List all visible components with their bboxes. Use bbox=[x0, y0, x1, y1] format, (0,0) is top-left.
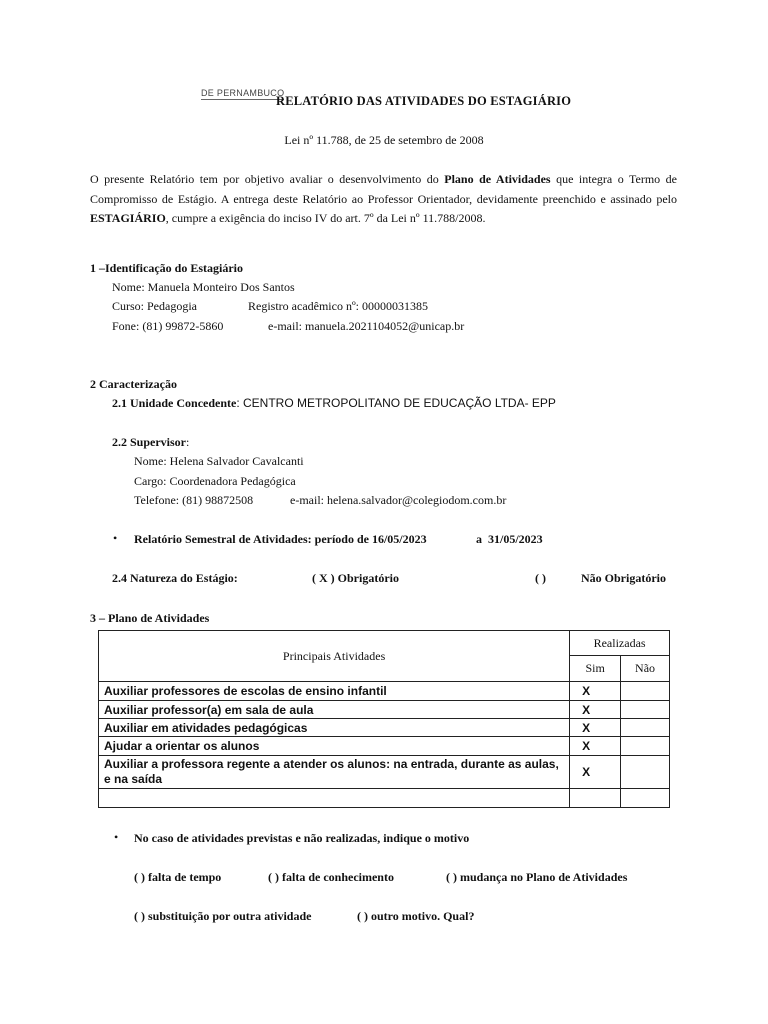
document-title: RELATÓRIO DAS ATIVIDADES DO ESTAGIÁRIO bbox=[276, 94, 572, 108]
yes-cell[interactable]: X bbox=[570, 719, 621, 737]
report-period-end: 31/05/2023 bbox=[488, 532, 543, 546]
supervisor-label: 2.2 Supervisor bbox=[112, 435, 187, 449]
concedent-unit-value: : CENTRO METROPOLITANO DE EDUCAÇÃO LTDA- EPP bbox=[236, 396, 556, 410]
report-period-to: a bbox=[476, 532, 482, 546]
activity-cell: Auxiliar a professora regente a atender os alunos: na entrada, durante as aulas, e na saída bbox=[99, 756, 570, 789]
activity-cell bbox=[99, 789, 570, 808]
concedent-unit-label: 2.1 Unidade Concedente bbox=[112, 396, 237, 410]
supervisor-heading bbox=[112, 435, 189, 450]
yes-cell[interactable]: X bbox=[570, 737, 621, 756]
supervisor-phone: Telefone: (81) 98872508 bbox=[134, 493, 254, 507]
intern-name: Nome: Manuela Monteiro Dos Santos bbox=[112, 280, 295, 294]
no-cell[interactable] bbox=[621, 756, 670, 789]
report-period: Relatório Semestral de Atividades: período de 16/05/2023 bbox=[134, 532, 427, 546]
intro-text-1: O presente Relatório tem por objetivo avaliar o desenvolvimento do bbox=[90, 172, 445, 186]
bullet-icon: • bbox=[114, 830, 119, 844]
bullet-icon: • bbox=[113, 531, 118, 545]
law-reference: Lei nº 11.788, de 25 de setembro de 2008 bbox=[284, 133, 484, 147]
no-cell[interactable] bbox=[621, 719, 670, 737]
reason-lack-of-knowledge[interactable]: ( ) falta de conhecimento bbox=[268, 870, 394, 884]
reasons-question: No caso de atividades previstas e não realizadas, indique o motivo bbox=[134, 831, 470, 845]
reason-substitution[interactable]: ( ) substituição por outra atividade bbox=[134, 909, 312, 923]
intro-text-3: , cumpre a exigência do inciso IV do art. 7º da Lei nº 11.788/2008. bbox=[165, 211, 486, 225]
reason-other[interactable]: ( ) outro motivo. Qual? bbox=[357, 909, 475, 923]
activity-cell: Auxiliar professor(a) em sala de aula bbox=[99, 701, 570, 719]
table-row bbox=[99, 719, 670, 737]
supervisor-email: e-mail: helena.salvador@colegiodom.com.br bbox=[290, 493, 507, 507]
no-cell[interactable] bbox=[621, 682, 670, 701]
intro-bold-plan: Plano de Atividades bbox=[444, 172, 551, 186]
table-row bbox=[99, 789, 670, 808]
concedent-unit bbox=[112, 396, 556, 411]
reason-plan-change[interactable]: ( ) mudança no Plano de Atividades bbox=[446, 870, 628, 884]
nature-mandatory-option[interactable]: ( X ) Obrigatório bbox=[312, 571, 399, 585]
no-cell[interactable] bbox=[621, 737, 670, 756]
intern-registry: Registro acadêmico nº: 00000031385 bbox=[248, 299, 429, 313]
header-no: Não bbox=[621, 656, 670, 682]
no-cell[interactable] bbox=[621, 701, 670, 719]
table-row bbox=[99, 756, 670, 789]
activity-cell: Auxiliar professores de escolas de ensino infantil bbox=[99, 682, 570, 701]
section3-heading: 3 – Plano de Atividades bbox=[90, 611, 210, 625]
header-done: Realizadas bbox=[570, 631, 670, 656]
intro-bold-intern: ESTAGIÁRIO bbox=[90, 211, 166, 225]
institution-logo: DE PERNAMBUCO bbox=[201, 88, 285, 98]
intro-paragraph bbox=[90, 170, 677, 229]
section2-heading: 2 Caracterização bbox=[90, 377, 177, 391]
internship-nature-label: 2.4 Natureza do Estágio: bbox=[112, 571, 238, 585]
yes-cell[interactable] bbox=[570, 789, 621, 808]
no-cell[interactable] bbox=[621, 789, 670, 808]
yes-cell[interactable]: X bbox=[570, 701, 621, 719]
activity-cell: Auxiliar em atividades pedagógicas bbox=[99, 719, 570, 737]
yes-cell[interactable]: X bbox=[570, 756, 621, 789]
intro-text-2: que integra o Termo de Compromisso de Estágio. A entrega deste Relatório ao Professor Orientador, devidamente preenchido e assinado pelo bbox=[90, 172, 678, 206]
section1-heading: 1 –Identificação do Estagiário bbox=[90, 261, 243, 275]
table-row bbox=[99, 682, 670, 701]
nature-optional-label: Não Obrigatório bbox=[581, 571, 666, 585]
header-activities: Principais Atividades bbox=[99, 631, 570, 682]
intern-course: Curso: Pedagogia bbox=[112, 299, 197, 313]
table-row bbox=[99, 701, 670, 719]
reason-lack-of-time[interactable]: ( ) falta de tempo bbox=[134, 870, 222, 884]
activities-table bbox=[98, 630, 670, 808]
intern-phone: Fone: (81) 99872-5860 bbox=[112, 319, 224, 333]
supervisor-role: Cargo: Coordenadora Pedagógica bbox=[134, 474, 296, 488]
supervisor-name: Nome: Helena Salvador Cavalcanti bbox=[134, 454, 304, 468]
yes-cell[interactable]: X bbox=[570, 682, 621, 701]
supervisor-colon: : bbox=[186, 435, 190, 449]
table-row bbox=[99, 737, 670, 756]
activity-cell: Ajudar a orientar os alunos bbox=[99, 737, 570, 756]
nature-optional-checkbox[interactable]: ( ) bbox=[535, 571, 546, 585]
intern-email: e-mail: manuela.2021104052@unicap.br bbox=[268, 319, 465, 333]
header-yes: Sim bbox=[570, 656, 621, 682]
